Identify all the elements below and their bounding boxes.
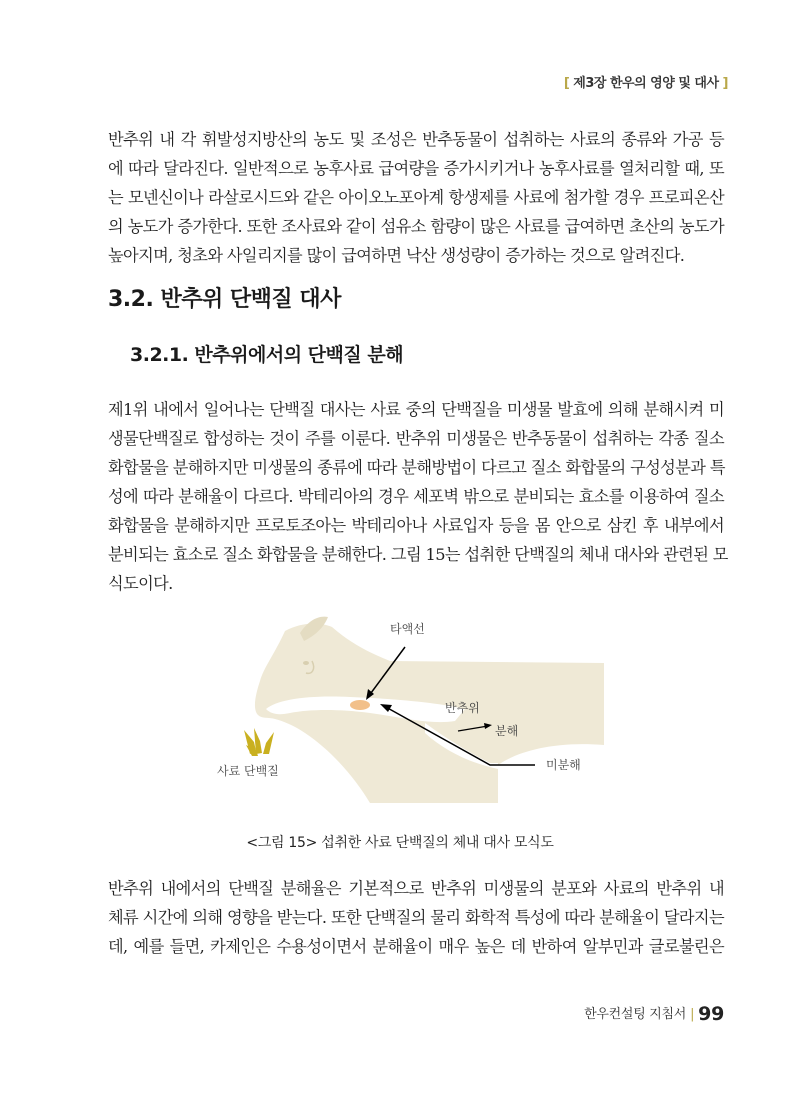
text-line: 성에 따라 분해율이 다르다. 박테리아의 경우 세포벽 밖으로 분비되는 효소를 이용하여 질소 [108,487,724,506]
text-line: 분비되는 효소로 질소 화합물을 분해한다. 그림 15는 섭취한 단백질의 체내 대사와 관련된 모 [108,545,728,564]
rumen-label: 반추위 [445,701,480,715]
degraded-label: 분해 [495,724,519,738]
text-line: 높아지며, 청초와 사일리지를 많이 급여하면 낙산 생성량이 증가하는 것으로 알려진다. [108,246,685,265]
text-line: 는 모넨신이나 라살로시드와 같은 아이오노포아계 항생제를 사료에 첨가할 경우 프로피온산 [108,188,724,207]
paragraph-protein-degradation [108,395,728,598]
feed-icon [244,728,274,756]
text-line: 에 따라 달라진다. 일반적으로 농후사료 급여량을 증가시키거나 농후사료를 열처리할 때, 또 [108,159,724,178]
text-line: 화합물을 분해하지만 미생물의 종류에 따라 분해방법이 다르고 질소 화합물의 구성성분과 특 [108,458,725,477]
section-heading: 3.2. 반추위 단백질 대사 [108,287,341,312]
running-title: 제3장 한우의 영양 및 대사 [573,76,719,91]
cow-eye [303,661,309,665]
undegraded-label: 미분해 [546,758,581,772]
cow-protein-diagram [200,613,604,803]
paragraph-vfa [108,125,724,270]
text-line: 반추위 내에서의 단백질 분해율은 기본적으로 반추위 미생물의 분포와 사료의 반추위 내 [108,879,724,898]
page-number: 99 [698,1003,724,1025]
text-line: 체류 시간에 의해 영향을 받는다. 또한 단백질의 물리 화학적 특성에 따라 분해율이 달라지는 [108,908,724,927]
text-line: 반추위 내 각 휘발성지방산의 농도 및 조성은 반추동물이 섭취하는 사료의 종류와 가공 등 [108,130,724,149]
text-line: 제1위 내에서 일어나는 단백질 대사는 사료 중의 단백질을 미생물 발효에 의해 분해시켜 미 [108,400,724,419]
feed-protein-label: 사료 단백질 [217,764,279,778]
text-line: 데, 예를 들면, 카제인은 수용성이면서 분해율이 매우 높은 데 반하여 알부민과 글로불린은 [108,937,724,956]
page-footer [584,1003,724,1025]
saliva-label: 타액선 [390,622,425,636]
text-line: 화합물을 분해하지만 프로토조아는 박테리아나 사료입자 등을 몸 안으로 삼킨 후 내부에서 [108,516,724,535]
subsection-heading: 3.2.1. 반추위에서의 단백질 분해 [130,344,404,366]
footer-separator: | [690,1007,695,1022]
running-header: [ 제3장 한우의 영양 및 대사 ] [563,76,728,91]
figure-caption: <그림 15> 섭취한 사료 단백질의 체내 대사 모식도 [246,835,554,851]
book-title: 한우컨설팅 지침서 [584,1007,687,1022]
text-line: 식도이다. [108,574,173,593]
saliva-gland-dot [350,700,370,710]
paragraph-degradation-rate [108,874,724,961]
text-line: 생물단백질로 합성하는 것이 주를 이룬다. 반추위 미생물은 반추동물이 섭취하는 각종 질소 [108,429,724,448]
text-line: 의 농도가 증가한다. 또한 조사료와 같이 섬유소 함량이 많은 사료를 급여하면 초산의 농도가 [108,217,724,236]
diagram-svg [200,613,604,803]
